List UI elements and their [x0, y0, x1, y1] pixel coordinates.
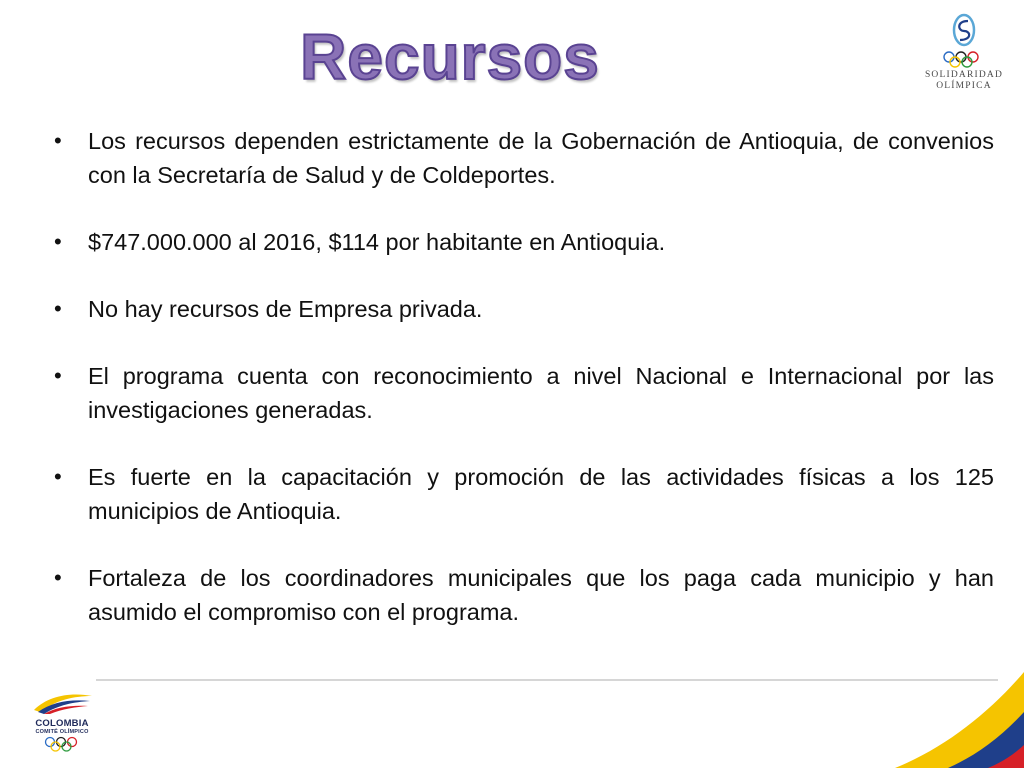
logo-top-line1: SOLIDARIDAD: [924, 70, 1004, 80]
olympic-rings-icon: [42, 736, 82, 752]
bullet-item: [54, 225, 994, 259]
bullet-list: [54, 124, 994, 662]
bullet-dot: •: [54, 363, 62, 388]
solidaridad-olimpica-emblem-icon: [934, 12, 994, 70]
bullet-text: Los recursos dependen estrictamente de la Gobernación de Antioquia, de convenios con la Secretaría de Salud y de Coldeportes.: [88, 128, 994, 188]
bullet-text: Es fuerte en la capacitación y promoción de las actividades físicas a los 125 municipios de Antioquia.: [88, 464, 994, 524]
flag-swoosh-icon: [30, 690, 94, 714]
bullet-item: [54, 292, 994, 326]
bullet-dot: •: [54, 229, 62, 254]
bullet-item: [54, 124, 994, 192]
solidaridad-olimpica-logo: [918, 12, 1010, 102]
bullet-text: Fortaleza de los coordinadores municipales que los paga cada municipio y han asumido el compromiso con el programa.: [88, 565, 994, 625]
slide-title: Recursos: [300, 21, 600, 93]
bullet-dot: •: [54, 464, 62, 489]
logo-bottom-line1: COLOMBIA: [35, 718, 89, 729]
bullet-item: [54, 359, 994, 427]
bullet-item: [54, 460, 994, 528]
logo-bottom-line2: COMITÉ OLÍMPICO: [35, 729, 89, 735]
bullet-text: No hay recursos de Empresa privada.: [88, 296, 483, 322]
logo-top-line2: OLÍMPICA: [936, 81, 992, 91]
colombia-olympic-committee-logo: [28, 690, 96, 760]
bullet-dot: •: [54, 296, 62, 321]
bullet-item: [54, 561, 994, 629]
footer-divider: [96, 679, 998, 681]
bullet-text: $747.000.000 al 2016, $114 por habitante en Antioquia.: [88, 229, 666, 255]
bullet-text: El programa cuenta con reconocimiento a nivel Nacional e Internacional por las investigaciones generadas.: [88, 363, 994, 423]
bullet-dot: •: [54, 565, 62, 590]
bullet-dot: •: [54, 128, 62, 153]
